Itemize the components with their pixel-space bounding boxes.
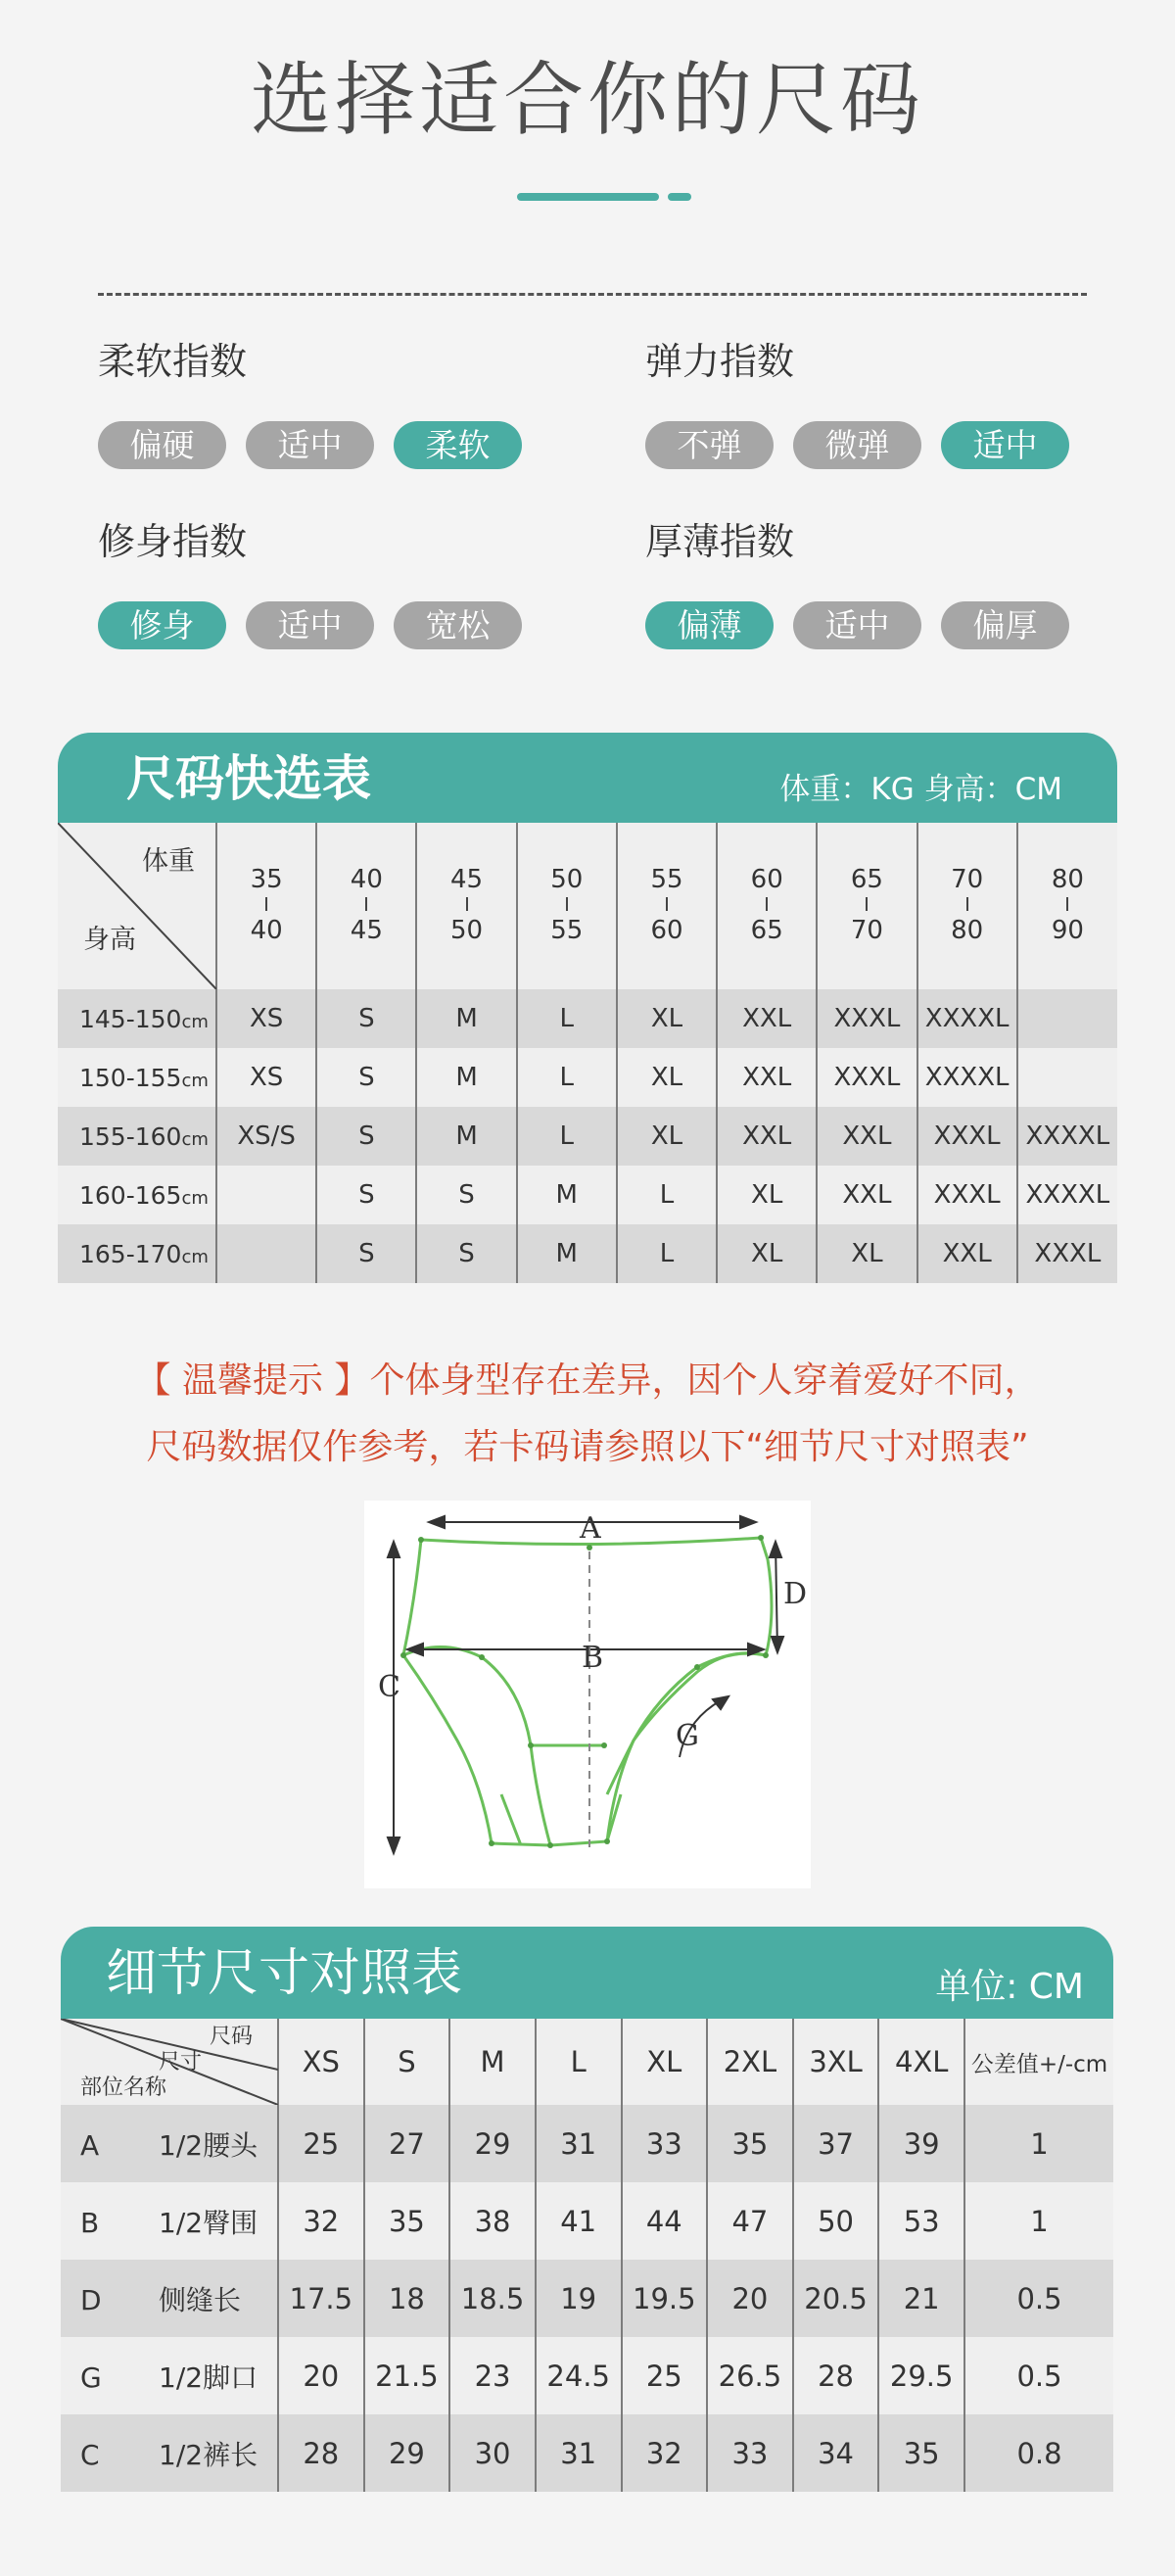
corner-part-label: 部位名称 <box>80 2075 167 2100</box>
index-title: 柔软指数 <box>98 340 248 383</box>
size-column-header: 2XL <box>707 2019 793 2105</box>
size-cell: S <box>316 1048 416 1107</box>
size-cell: L <box>517 989 617 1048</box>
part-code: A <box>80 2128 100 2162</box>
index-option-pill: 柔软 <box>394 421 522 469</box>
measurement-cell: 35 <box>364 2182 450 2260</box>
measurement-cell: 20.5 <box>793 2260 879 2337</box>
title-underline <box>517 193 659 201</box>
weight-range-header <box>717 823 817 989</box>
measurement-cell: 41 <box>536 2182 622 2260</box>
range-tick <box>766 897 768 911</box>
weight-min: 45 <box>450 865 484 894</box>
tolerance-cell: 1 <box>964 2182 1113 2260</box>
weight-min: 35 <box>250 865 283 894</box>
corner-size-label: 尺码 <box>210 2025 254 2049</box>
measurement-cell: 20 <box>707 2260 793 2337</box>
title-underline-dot <box>668 193 691 201</box>
corner-height-label: 身高 <box>83 925 136 955</box>
size-column-header: L <box>536 2019 622 2105</box>
weight-range-header <box>917 823 1017 989</box>
size-cell: XXL <box>817 1107 916 1166</box>
part-name-cell <box>61 2260 278 2337</box>
weight-min: 80 <box>1051 865 1084 894</box>
part-name: 1/2臀围 <box>159 2206 258 2239</box>
size-cell: S <box>316 1224 416 1283</box>
measurement-cell: 34 <box>793 2414 879 2492</box>
tolerance-cell: 0.5 <box>964 2260 1113 2337</box>
quick-table-row <box>58 1048 1117 1107</box>
measurement-cell: 32 <box>622 2414 708 2492</box>
index-title: 修身指数 <box>98 520 248 563</box>
range-tick <box>666 897 668 911</box>
size-cell: L <box>617 1224 717 1283</box>
index-option-pill: 不弹 <box>645 421 774 469</box>
part-name: 1/2脚口 <box>159 2361 258 2394</box>
measurement-cell: 33 <box>622 2105 708 2182</box>
size-cell: L <box>517 1048 617 1107</box>
label-c: C <box>378 1670 400 1704</box>
tip-line-1 <box>0 1360 1175 1401</box>
size-column-header: M <box>449 2019 536 2105</box>
measurement-cell: 28 <box>278 2414 364 2492</box>
size-cell: M <box>517 1166 617 1224</box>
height-range: 145-150 <box>79 1004 182 1033</box>
detail-table-row <box>61 2105 1113 2182</box>
range-tick <box>265 897 267 911</box>
quick-table-corner <box>58 823 216 989</box>
size-cell: XS <box>216 989 316 1048</box>
height-range-cell <box>58 1048 216 1107</box>
size-cell: M <box>517 1224 617 1283</box>
height-unit: cm <box>181 1070 209 1091</box>
weight-min: 50 <box>550 865 584 894</box>
weight-max: 45 <box>350 916 383 945</box>
size-cell: XXXL <box>917 1166 1017 1224</box>
height-unit: cm <box>181 1187 209 1209</box>
size-cell: XXL <box>717 989 817 1048</box>
weight-range-header <box>216 823 316 989</box>
size-cell: XXXL <box>817 1048 916 1107</box>
measurement-cell: 30 <box>449 2414 536 2492</box>
height-range: 165-170 <box>79 1239 182 1268</box>
quick-size-table <box>58 823 1117 1283</box>
size-column-header: 3XL <box>793 2019 879 2105</box>
measurement-cell: 20 <box>278 2337 364 2414</box>
height-range-cell <box>58 989 216 1048</box>
measurement-cell: 25 <box>622 2337 708 2414</box>
size-cell: L <box>617 1166 717 1224</box>
size-column-header: S <box>364 2019 450 2105</box>
detail-table-row <box>61 2337 1113 2414</box>
quick-table-header <box>58 733 1117 823</box>
weight-range-header <box>517 823 617 989</box>
size-cell: XXL <box>717 1048 817 1107</box>
measurement-cell: 28 <box>793 2337 879 2414</box>
index-option-pill: 适中 <box>246 421 374 469</box>
quick-table-row <box>58 1224 1117 1283</box>
size-column-header: 4XL <box>878 2019 964 2105</box>
briefs-outline-illustration <box>364 1501 811 1888</box>
measurement-cell: 27 <box>364 2105 450 2182</box>
measurement-cell: 37 <box>793 2105 879 2182</box>
weight-range-header <box>617 823 717 989</box>
page-title: 选择适合你的尺码 <box>250 54 924 147</box>
index-option-pill: 适中 <box>941 421 1069 469</box>
weight-max: 70 <box>850 916 883 945</box>
measurement-cell: 18 <box>364 2260 450 2337</box>
dashed-divider <box>98 293 1087 296</box>
detail-table-row <box>61 2414 1113 2492</box>
size-cell: XXXXL <box>917 1048 1017 1107</box>
weight-range-header <box>316 823 416 989</box>
size-column-header: XL <box>622 2019 708 2105</box>
part-code: B <box>80 2206 100 2239</box>
quick-table-row <box>58 989 1117 1048</box>
detail-table-title: 细节尺寸对照表 <box>106 1944 463 2003</box>
height-range-cell <box>58 1107 216 1166</box>
detail-size-table <box>61 2019 1113 2492</box>
measurement-cell: 24.5 <box>536 2337 622 2414</box>
quick-table-row <box>58 1107 1117 1166</box>
size-cell: XXL <box>917 1224 1017 1283</box>
tolerance-cell: 1 <box>964 2105 1113 2182</box>
size-cell: XXXXL <box>1017 1166 1117 1224</box>
detail-table-unit: 单位: CM <box>935 1967 1084 2007</box>
range-tick <box>966 897 968 911</box>
measurement-cell: 32 <box>278 2182 364 2260</box>
part-code: C <box>80 2438 100 2471</box>
height-unit: cm <box>181 1011 209 1032</box>
quick-table-unit: 体重：KG 身高：CM <box>779 772 1062 807</box>
index-option-pill: 适中 <box>793 601 921 649</box>
label-d: D <box>783 1577 808 1611</box>
size-cell: XXL <box>817 1166 916 1224</box>
tip-line-2: 尺码数据仅作参考，若卡码请参照以下“细节尺寸对照表” <box>146 1427 1029 1467</box>
weight-max: 90 <box>1051 916 1084 945</box>
size-cell <box>1017 989 1117 1048</box>
size-cell: XXXL <box>1017 1224 1117 1283</box>
weight-range-header <box>817 823 916 989</box>
index-title: 弹力指数 <box>645 340 795 383</box>
part-name-cell <box>61 2337 278 2414</box>
measurement-cell: 31 <box>536 2105 622 2182</box>
measurement-cell: 19.5 <box>622 2260 708 2337</box>
measurement-cell: 35 <box>878 2414 964 2492</box>
size-cell: XS/S <box>216 1107 316 1166</box>
height-unit: cm <box>181 1246 209 1267</box>
weight-range-header <box>1017 823 1117 989</box>
size-cell: S <box>316 1107 416 1166</box>
height-range: 155-160 <box>79 1121 182 1151</box>
index-option-pill: 偏硬 <box>98 421 226 469</box>
size-cell: S <box>316 989 416 1048</box>
measurement-cell: 29 <box>364 2414 450 2492</box>
part-name-cell <box>61 2414 278 2492</box>
size-cell: XL <box>617 1048 717 1107</box>
measurement-cell: 25 <box>278 2105 364 2182</box>
measurement-cell: 18.5 <box>449 2260 536 2337</box>
label-b: B <box>582 1641 604 1675</box>
label-a: A <box>580 1511 601 1546</box>
size-cell: XL <box>717 1224 817 1283</box>
tip-text: 个体身型存在差异，因个人穿着爱好不同， <box>369 1360 1040 1401</box>
measurement-cell: 17.5 <box>278 2260 364 2337</box>
size-cell: M <box>416 989 516 1048</box>
height-range: 160-165 <box>79 1180 182 1210</box>
range-tick <box>466 897 468 911</box>
corner-dimension-label: 尺寸 <box>159 2050 203 2075</box>
measurement-cell: 21 <box>878 2260 964 2337</box>
measurement-cell: 29.5 <box>878 2337 964 2414</box>
size-cell: XXXL <box>817 989 916 1048</box>
tolerance-cell: 0.5 <box>964 2337 1113 2414</box>
size-cell: L <box>517 1107 617 1166</box>
index-option-pill: 偏厚 <box>941 601 1069 649</box>
measurement-diagram <box>364 1501 811 1888</box>
measurement-cell: 31 <box>536 2414 622 2492</box>
detail-table-row <box>61 2182 1113 2260</box>
size-cell: M <box>416 1107 516 1166</box>
index-option-pill: 适中 <box>246 601 374 649</box>
measurement-cell: 44 <box>622 2182 708 2260</box>
tolerance-cell: 0.8 <box>964 2414 1113 2492</box>
size-cell <box>216 1224 316 1283</box>
detail-table-header <box>61 1927 1113 2019</box>
part-name: 侧缝长 <box>159 2283 242 2316</box>
size-cell: S <box>416 1224 516 1283</box>
tolerance-header: 公差值+/-cm <box>964 2019 1113 2105</box>
quick-table-row <box>58 1166 1117 1224</box>
size-cell: XL <box>617 1107 717 1166</box>
size-cell: S <box>416 1166 516 1224</box>
size-cell: XXL <box>717 1107 817 1166</box>
weight-max: 55 <box>550 916 584 945</box>
index-option-pill: 修身 <box>98 601 226 649</box>
part-name: 1/2腰头 <box>159 2128 258 2162</box>
part-name-cell <box>61 2182 278 2260</box>
size-cell <box>1017 1048 1117 1107</box>
corner-weight-label: 体重 <box>142 846 195 877</box>
size-cell: M <box>416 1048 516 1107</box>
tip-label: 【 温馨提示 】 <box>135 1360 370 1401</box>
height-range-cell <box>58 1224 216 1283</box>
measurement-cell: 47 <box>707 2182 793 2260</box>
detail-table-corner <box>61 2019 278 2105</box>
range-tick <box>566 897 568 911</box>
size-cell: XL <box>717 1166 817 1224</box>
weight-min: 40 <box>350 865 383 894</box>
size-cell: S <box>316 1166 416 1224</box>
part-name-cell <box>61 2105 278 2182</box>
measurement-cell: 29 <box>449 2105 536 2182</box>
index-title: 厚薄指数 <box>645 520 795 563</box>
weight-min: 60 <box>750 865 783 894</box>
measurement-cell: 21.5 <box>364 2337 450 2414</box>
weight-max: 60 <box>650 916 683 945</box>
size-cell: XL <box>617 989 717 1048</box>
measurement-cell: 39 <box>878 2105 964 2182</box>
measurement-cell: 19 <box>536 2260 622 2337</box>
measurement-cell: 53 <box>878 2182 964 2260</box>
weight-max: 50 <box>450 916 484 945</box>
height-range: 150-155 <box>79 1063 182 1092</box>
size-cell: XS <box>216 1048 316 1107</box>
weight-max: 40 <box>250 916 283 945</box>
part-code: G <box>80 2361 102 2394</box>
part-name: 1/2裤长 <box>159 2438 258 2471</box>
measurement-cell: 38 <box>449 2182 536 2260</box>
index-option-pill: 宽松 <box>394 601 522 649</box>
measurement-cell: 35 <box>707 2105 793 2182</box>
weight-range-header <box>416 823 516 989</box>
size-cell: XXXXL <box>1017 1107 1117 1166</box>
range-tick <box>365 897 367 911</box>
measurement-cell: 26.5 <box>707 2337 793 2414</box>
height-range-cell <box>58 1166 216 1224</box>
size-cell: XXXL <box>917 1107 1017 1166</box>
measurement-cell: 50 <box>793 2182 879 2260</box>
size-column-header: XS <box>278 2019 364 2105</box>
detail-table-row <box>61 2260 1113 2337</box>
measurement-cell: 23 <box>449 2337 536 2414</box>
weight-max: 80 <box>951 916 984 945</box>
weight-max: 65 <box>750 916 783 945</box>
label-g: G <box>676 1719 699 1753</box>
index-option-pill: 偏薄 <box>645 601 774 649</box>
weight-min: 55 <box>650 865 683 894</box>
part-code: D <box>80 2283 102 2316</box>
weight-min: 70 <box>951 865 984 894</box>
size-cell: XL <box>817 1224 916 1283</box>
index-option-pill: 微弹 <box>793 421 921 469</box>
range-tick <box>866 897 868 911</box>
size-cell <box>216 1166 316 1224</box>
size-cell: XXXXL <box>917 989 1017 1048</box>
measurement-cell: 33 <box>707 2414 793 2492</box>
height-unit: cm <box>181 1128 209 1150</box>
range-tick <box>1066 897 1068 911</box>
weight-min: 65 <box>850 865 883 894</box>
quick-table-title: 尺码快选表 <box>126 750 371 807</box>
